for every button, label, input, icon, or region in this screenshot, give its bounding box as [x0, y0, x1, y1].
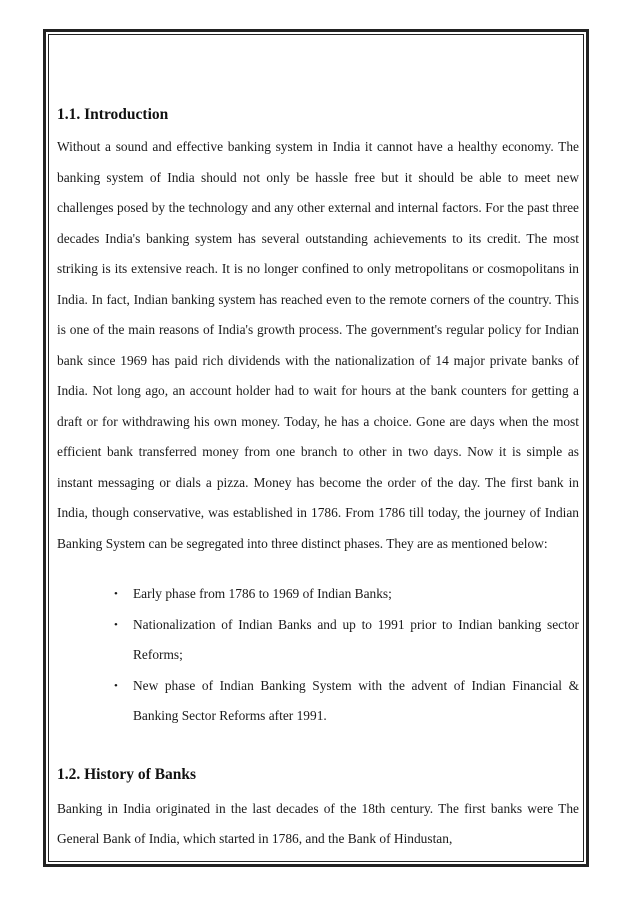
section-heading-introduction: 1.1. Introduction — [57, 106, 169, 123]
document-body — [57, 102, 579, 855]
list-item-text: New phase of Indian Banking System with the advent of Indian Financial & Banking Sector Reforms after 1991. — [133, 677, 579, 723]
list-item — [114, 671, 579, 732]
list-item — [114, 579, 579, 610]
bullet-icon: • — [114, 618, 118, 631]
list-item-text: Nationalization of Indian Banks and up to 1991 prior to Indian banking sector Reforms; — [133, 616, 579, 662]
list-item — [114, 610, 579, 671]
bullet-icon: • — [114, 679, 118, 692]
list-item-text: Early phase from 1786 to 1969 of Indian Banks; — [133, 586, 392, 601]
history-paragraph: Banking in India originated in the last decades of the 18th century. The first banks were The General Bank of India, which started in 1786, and the Bank of Hindustan, — [57, 800, 579, 846]
section-heading-history: 1.2. History of Banks — [57, 765, 197, 783]
phases-list — [57, 579, 579, 732]
bullet-icon: • — [114, 588, 118, 600]
introduction-paragraph: Without a sound and effective banking system in India it cannot have a healthy economy. The banking system of India should not only be hassle free but it should be able to meet new challenges posed by the technology and any other external and internal factors. For the past three decades India's banking system has several outstanding achievements to its credit. The most striking is its extensive reach. It is no longer confined to only metropolitans or cosmopolitans in India. In fact, Indian banking system has reached even to the remote corners of the country. This is one of the main reasons of India's growth process. The government's regular policy for Indian bank since 1969 has paid rich dividends with the nationalization of 14 major private banks of India. Not long ago, an account holder had to wait for hours at the bank counters for getting a draft or for withdrawing his own money. Today, he has a choice. Gone are days when the most efficient bank transferred money from one branch to other in two days. Now it is simple as instant messaging or dials a pizza. Money has become the order of the day. The first bank in India, though conservative, was established in 1786. From 1786 till today, the journey of Indian Banking System can be segregated into three distinct phases. They are as mentioned below: — [57, 139, 579, 551]
